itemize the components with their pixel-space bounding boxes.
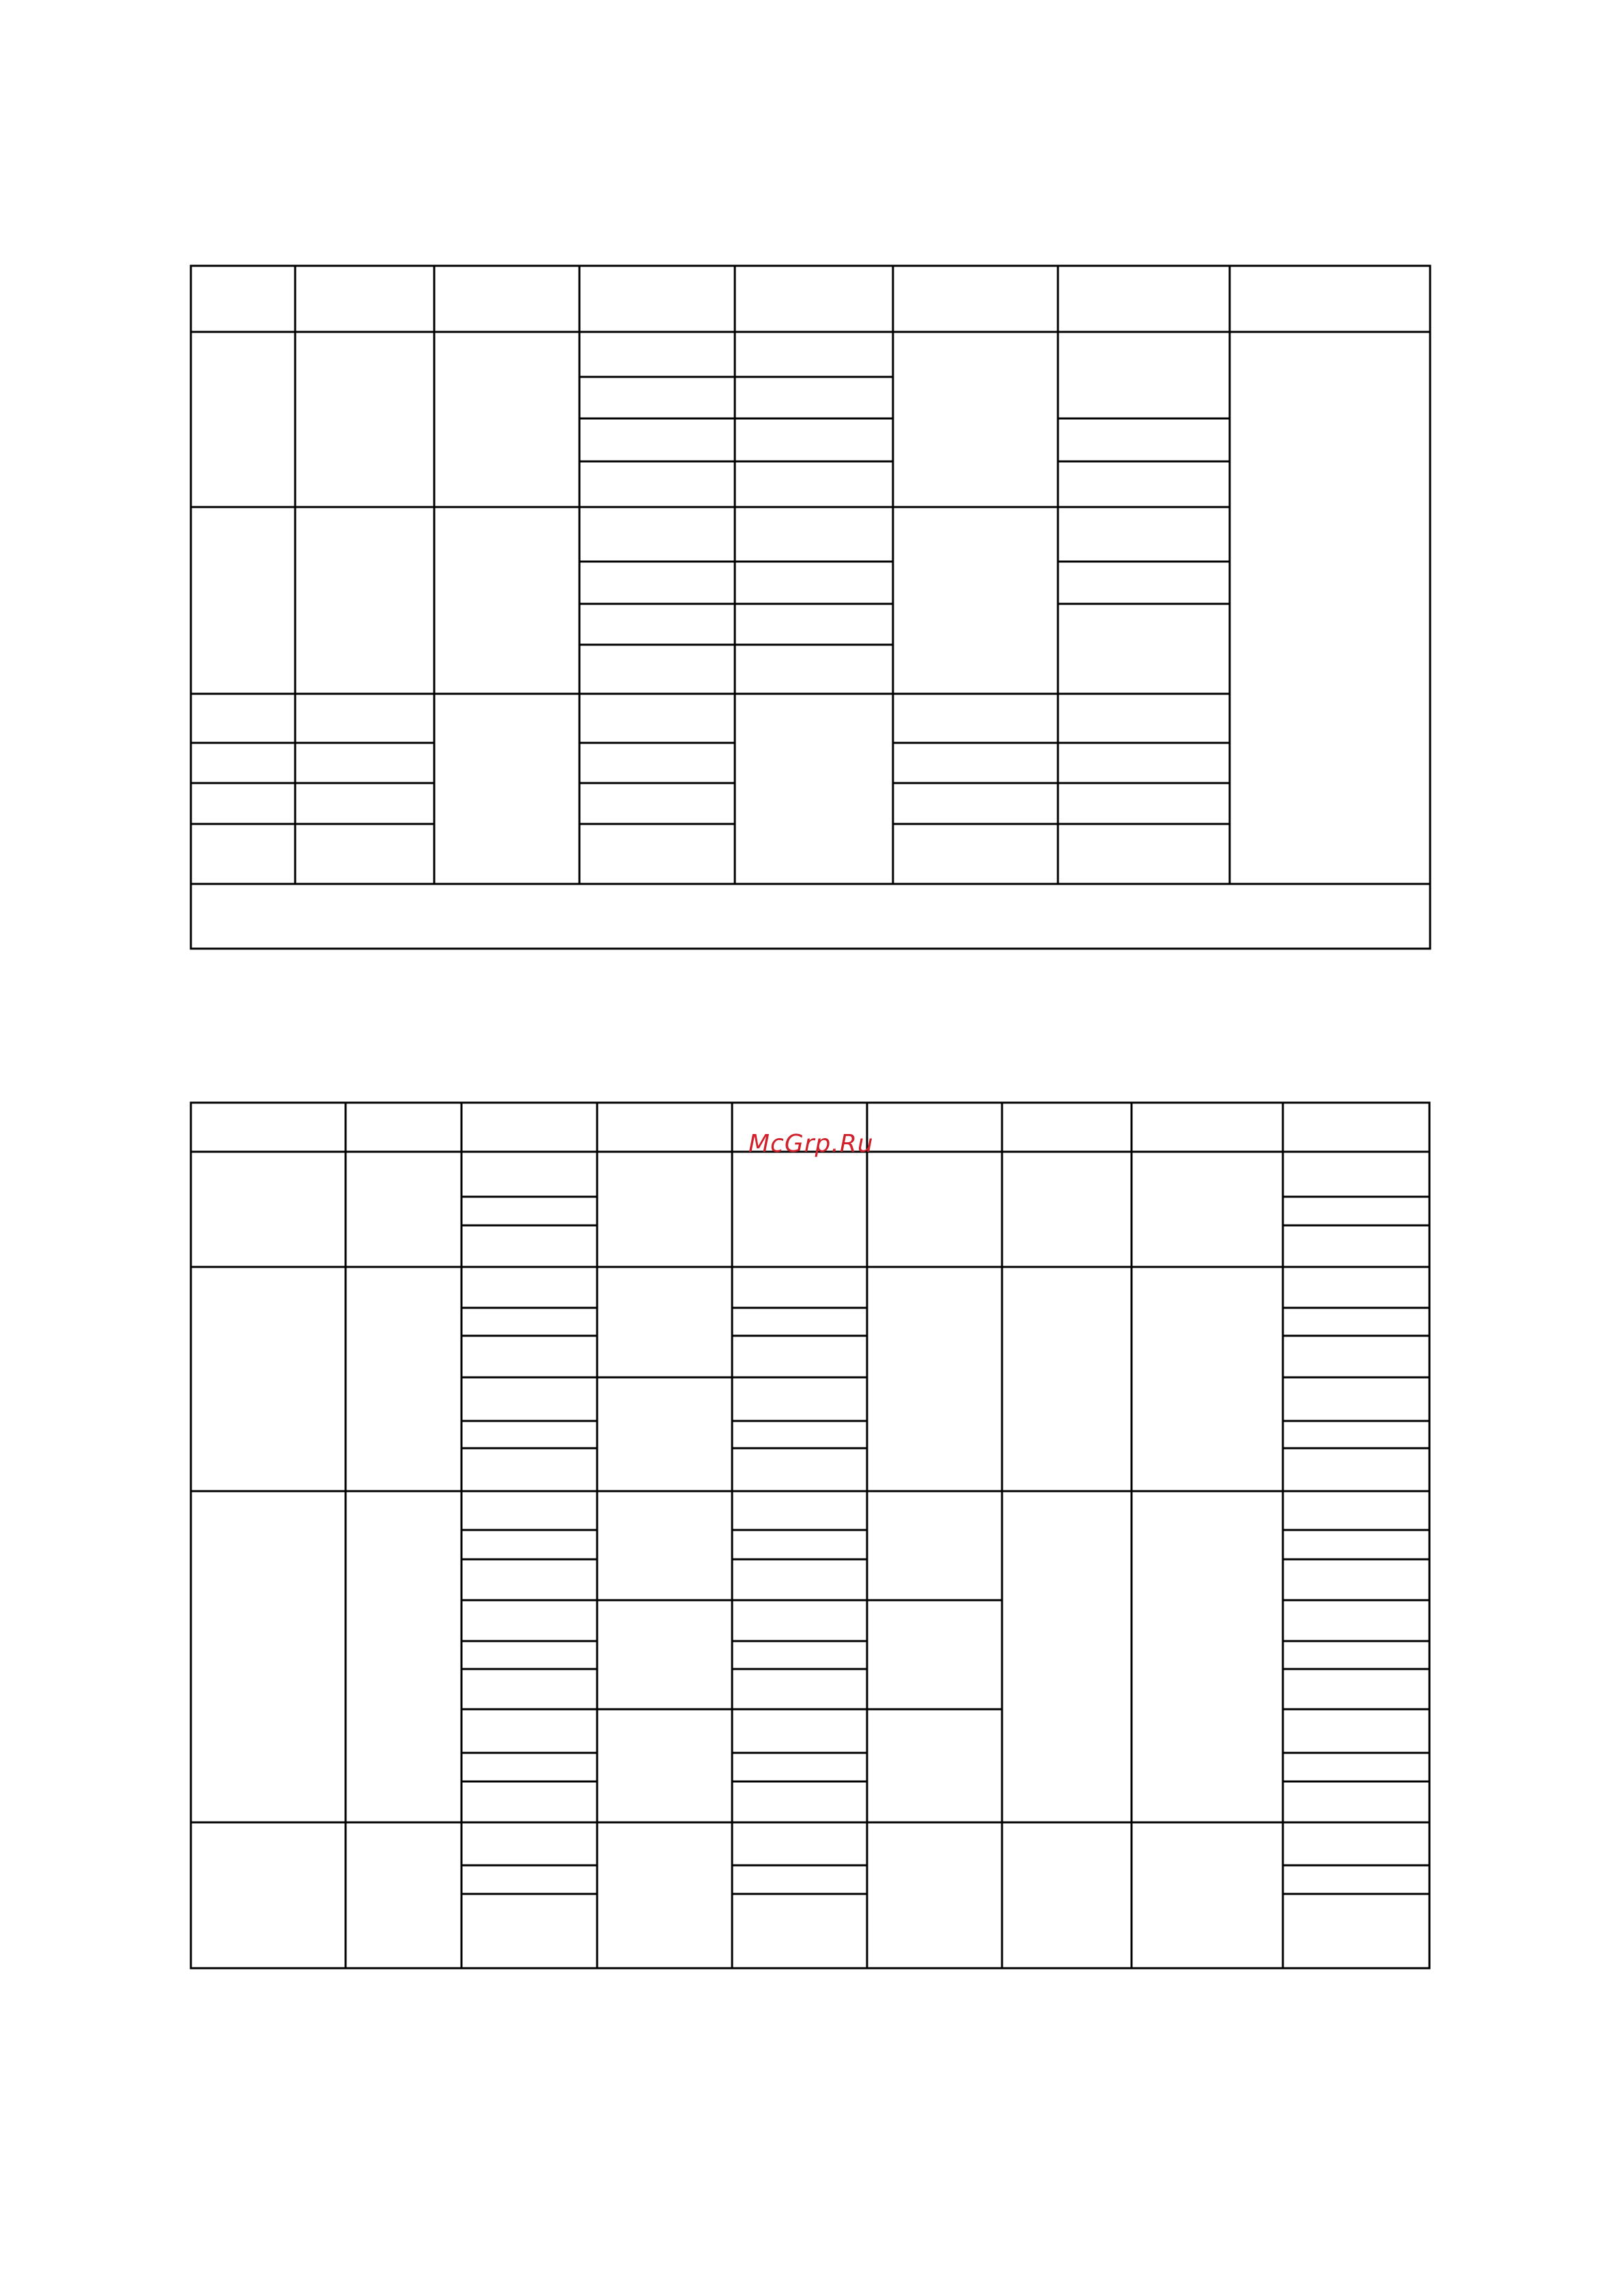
upper-spec-table: [191, 266, 1430, 949]
lower-spec-table: [191, 1103, 1429, 1968]
watermark-logo: McGrp.Ru: [748, 1130, 874, 1158]
